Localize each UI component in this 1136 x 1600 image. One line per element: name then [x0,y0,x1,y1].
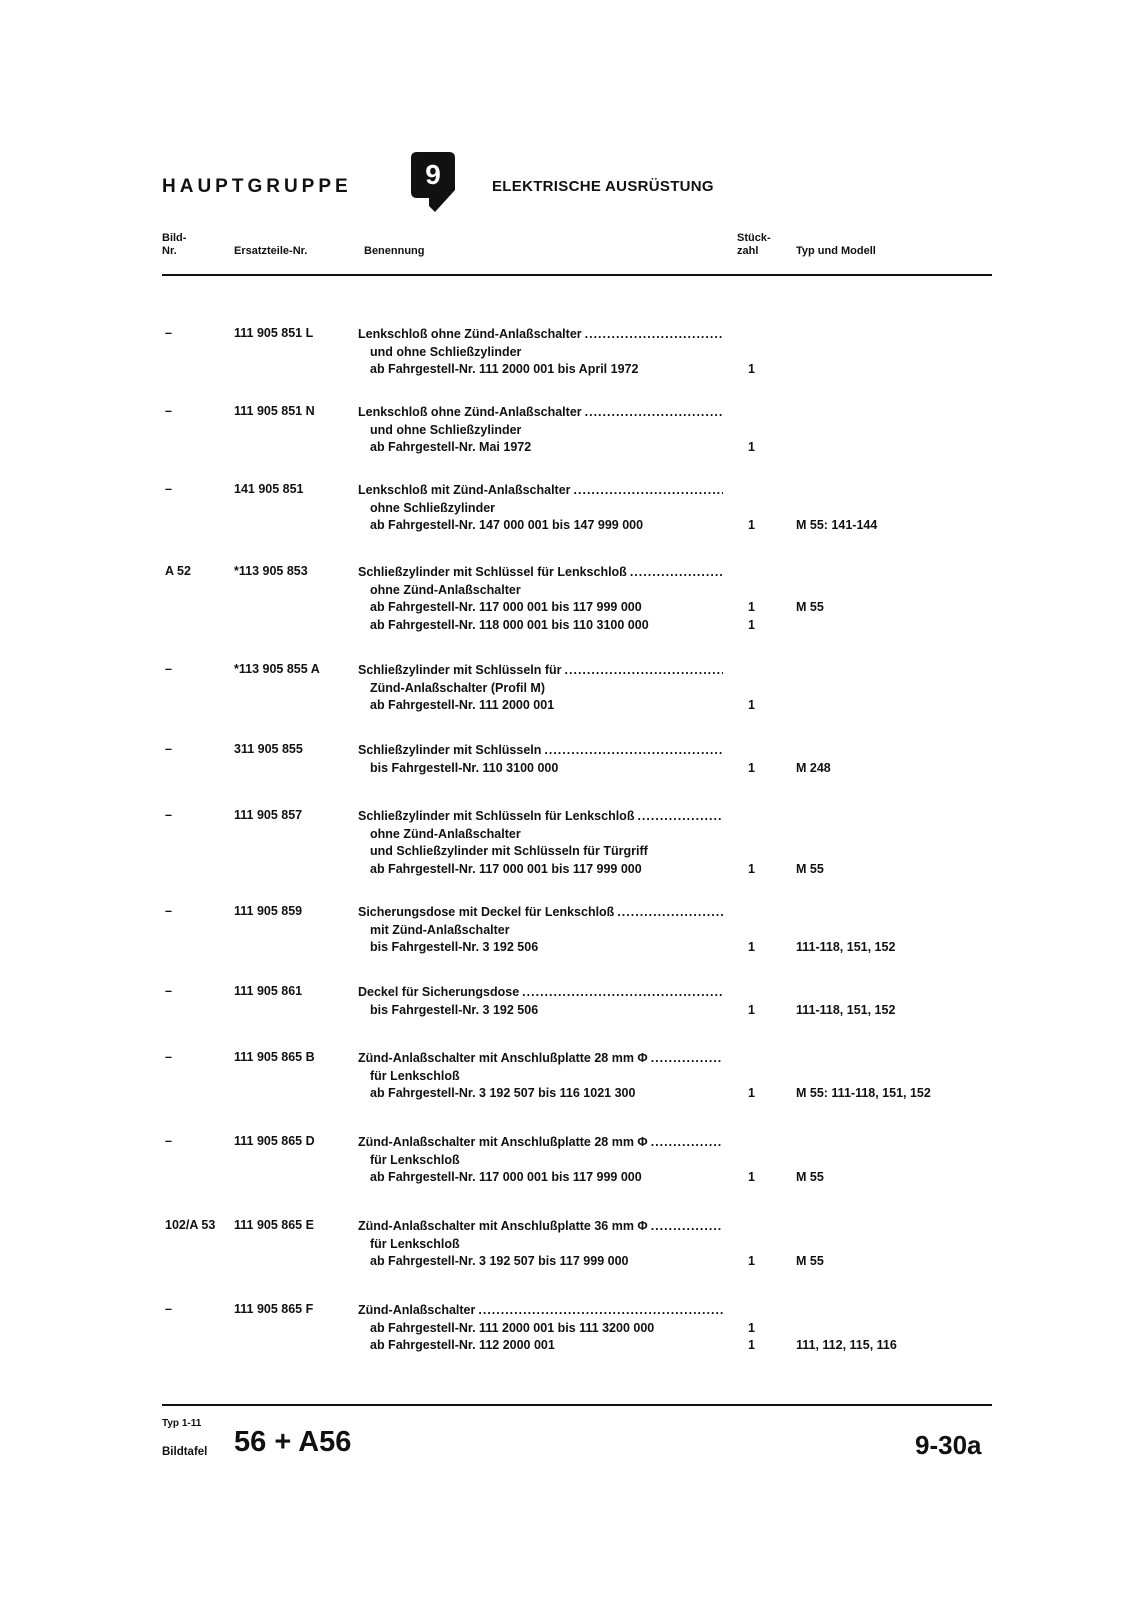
description-line [358,361,755,379]
description-text: ohne Schließzylinder [370,500,496,515]
description-line [358,1236,728,1254]
quantity-value: 1 [748,1320,755,1335]
footer-rule [162,1404,992,1406]
leader-dots [565,662,723,680]
description-text: und Schließzylinder mit Schlüsseln für Türgriff [370,844,648,858]
description-text: Lenkschloß mit Zünd-Anlaßschalter [358,483,571,497]
table-row [0,808,1136,904]
description-cell [358,326,755,379]
leader-dots [574,482,723,500]
bild-nr-cell: – [165,1050,172,1064]
leader-dots [651,1050,723,1068]
description-text: ab Fahrgestell-Nr. 117 000 001 bis 117 999 000 [370,600,642,614]
page-header [162,148,992,218]
description-cell [358,904,896,957]
bild-nr-cell: – [165,984,172,998]
leader-dots [630,564,723,582]
description-text: bis Fahrgestell-Nr. 110 3100 000 [370,760,559,775]
model-value: M 55: 111-118, 151, 152 [796,1086,931,1100]
bild-nr-cell: – [165,1302,172,1316]
description-line [358,1152,728,1170]
quantity-value: 1 [748,617,755,632]
header-rule [162,274,992,276]
description-text: ab Fahrgestell-Nr. 112 2000 001 [370,1338,555,1352]
quantity-value: 1 [748,1338,755,1352]
quantity-value: 1 [748,362,755,376]
model-value: M 55: 141-144 [796,518,878,532]
quantity-value: 1 [748,1254,755,1268]
description-line [358,760,831,778]
description-text: Schließzylinder mit Schlüsseln für [358,663,562,677]
description-cell [358,564,824,634]
description-line [358,1085,931,1103]
leader-dots [651,1134,723,1152]
bild-nr-cell: – [165,808,172,822]
description-text: Schließzylinder mit Schlüsseln für Lenkschloß [358,809,635,823]
description-line [358,1050,723,1068]
description-cell [358,404,755,457]
group-number-badge [409,148,457,214]
description-line [358,1320,755,1338]
description-cell [358,482,878,535]
description-line [358,742,723,760]
table-row [0,404,1136,482]
part-number-cell: *113 905 855 A [234,662,320,676]
description-text: und ohne Schließzylinder [370,344,522,359]
table-row [0,564,1136,662]
description-line [358,582,728,600]
part-number-cell: 111 905 851 L [234,326,314,340]
bild-nr-cell: A 52 [165,564,191,578]
description-line [358,697,755,715]
description-line [358,680,728,698]
badge-number: 9 [425,159,441,190]
description-line [358,439,755,457]
description-text: ab Fahrgestell-Nr. Mai 1972 [370,440,532,454]
description-cell [358,984,896,1019]
description-text: ab Fahrgestell-Nr. 118 000 001 bis 110 3100 000 [370,617,649,632]
quantity-value: 1 [748,698,755,712]
col-ersatzteile-nr: Ersatzteile-Nr. [234,245,308,257]
col-typ-modell: Typ und Modell [796,245,876,257]
part-number-cell: 111 905 865 D [234,1134,315,1148]
description-line [358,482,723,500]
leader-dots [478,1302,723,1320]
description-line [358,564,723,582]
description-text: Zünd-Anlaßschalter mit Anschlußplatte 28 mm Φ [358,1135,648,1149]
description-text: ab Fahrgestell-Nr. 111 2000 001 bis 111 3200 000 [370,1320,655,1335]
description-text: für Lenkschloß [370,1068,460,1083]
table-row [0,742,1136,808]
bild-nr-cell: – [165,662,172,676]
footer-typ: Typ 1-11 [162,1418,202,1429]
description-text: ohne Zünd-Anlaßschalter [370,582,521,597]
description-line [358,843,728,861]
leader-dots [544,742,723,760]
description-line [358,344,728,362]
col-stueckzahl: Stück- zahl [737,232,771,257]
description-text: Sicherungsdose mit Deckel für Lenkschloß [358,905,615,919]
bildtafel-label: Bildtafel [162,1446,208,1458]
description-text: ohne Zünd-Anlaßschalter [370,826,521,841]
description-line [358,517,878,535]
bild-nr-cell: – [165,326,172,340]
description-text: ab Fahrgestell-Nr. 111 2000 001 [370,698,555,712]
description-cell [358,1218,824,1271]
description-text: bis Fahrgestell-Nr. 3 192 506 [370,940,539,954]
bild-nr-cell: – [165,482,172,496]
table-row [0,1218,1136,1302]
part-number-cell: 111 905 865 B [234,1050,315,1064]
description-line [358,808,723,826]
model-value: M 55 [796,861,824,876]
col-bild-nr: Bild- Nr. [162,232,187,257]
description-text: für Lenkschloß [370,1152,460,1167]
description-cell [358,742,831,777]
bild-nr-cell: – [165,904,172,918]
model-value: M 55 [796,1170,824,1184]
model-value: M 55 [796,1254,824,1268]
description-line [358,826,728,844]
description-text: ab Fahrgestell-Nr. 3 192 507 bis 117 999 000 [370,1254,629,1268]
part-number-cell: 141 905 851 [234,482,304,496]
description-line [358,326,723,344]
description-cell [358,662,755,715]
description-text: Schließzylinder mit Schlüssel für Lenkschloß [358,565,627,579]
quantity-value: 1 [748,1002,755,1017]
leader-dots [617,904,723,922]
table-row [0,1050,1136,1134]
description-text: mit Zünd-Anlaßschalter [370,922,510,937]
bild-nr-cell: – [165,742,172,756]
description-line [358,861,824,879]
part-number-cell: 111 905 861 [234,984,303,998]
description-line [358,422,728,440]
leader-dots [651,1218,723,1236]
main-group-label: HAUPTGRUPPE [162,176,352,197]
description-text: ab Fahrgestell-Nr. 117 000 001 bis 117 999 000 [370,1170,642,1184]
description-text: Lenkschloß ohne Zünd-Anlaßschalter [358,327,582,341]
description-line [358,599,824,617]
description-cell [358,1134,824,1187]
part-number-cell: *113 905 853 [234,564,308,578]
description-text: Zünd-Anlaßschalter [358,1303,476,1317]
section-title: ELEKTRISCHE AUSRÜSTUNG [492,178,714,195]
quantity-value: 1 [748,600,755,614]
table-row [0,482,1136,564]
model-value: 111-118, 151, 152 [796,1002,896,1017]
description-line [358,404,723,422]
description-text: ab Fahrgestell-Nr. 111 2000 001 bis April 1972 [370,362,639,376]
table-row [0,984,1136,1050]
table-row [0,904,1136,984]
description-line [358,1302,723,1320]
part-number-cell: 311 905 855 [234,742,303,756]
bild-nr-cell: 102/A 53 [165,1218,216,1232]
description-line [358,1068,728,1086]
table-row [0,662,1136,742]
description-text: Deckel für Sicherungsdose [358,985,520,999]
quantity-value: 1 [748,518,755,532]
description-cell [358,1050,931,1103]
description-line [358,662,723,680]
part-number-cell: 111 905 865 E [234,1218,314,1232]
bild-nr-cell: – [165,404,172,418]
description-line [358,1134,723,1152]
quantity-value: 1 [748,760,755,775]
description-text: ab Fahrgestell-Nr. 3 192 507 bis 116 1021 300 [370,1086,636,1100]
quantity-value: 1 [748,940,755,954]
model-value: 111-118, 151, 152 [796,940,896,954]
description-text: bis Fahrgestell-Nr. 3 192 506 [370,1002,539,1017]
description-line [358,500,728,518]
part-number-cell: 111 905 857 [234,808,303,822]
description-line [358,1169,824,1187]
quantity-value: 1 [748,1086,755,1100]
description-cell [358,808,824,878]
col-benennung: Benennung [364,245,425,257]
table-row [0,1302,1136,1372]
column-headers [162,232,992,272]
part-number-cell: 111 905 865 F [234,1302,314,1316]
leader-dots [637,808,723,826]
leader-dots [522,984,723,1002]
description-line [358,922,728,940]
description-text: Zünd-Anlaßschalter mit Anschlußplatte 28 mm Φ [358,1051,648,1065]
parts-table [0,326,1136,1372]
description-line [358,617,755,635]
description-line [358,904,723,922]
description-line [358,984,723,1002]
description-line [358,1002,896,1020]
table-row [0,1134,1136,1218]
part-number-cell: 111 905 851 N [234,404,315,418]
description-line [358,1218,723,1236]
description-text: ab Fahrgestell-Nr. 117 000 001 bis 117 999 000 [370,861,642,876]
description-line [358,939,896,957]
leader-dots [585,404,723,422]
description-text: ab Fahrgestell-Nr. 147 000 001 bis 147 999 000 [370,518,644,532]
description-text: Zünd-Anlaßschalter (Profil M) [370,680,545,695]
description-text: Schließzylinder mit Schlüsseln [358,743,542,757]
description-text: und ohne Schließzylinder [370,422,522,437]
description-text: für Lenkschloß [370,1236,460,1251]
leader-dots [585,326,723,344]
description-line [358,1253,824,1271]
quantity-value: 1 [748,440,755,454]
description-text: Zünd-Anlaßschalter mit Anschlußplatte 36 mm Φ [358,1219,648,1233]
description-cell [358,1302,897,1355]
part-number-cell: 111 905 859 [234,904,303,918]
quantity-value: 1 [748,1170,755,1184]
model-value: 111, 112, 115, 116 [796,1338,897,1352]
bild-nr-cell: – [165,1134,172,1148]
quantity-value: 1 [748,861,755,876]
table-row [0,326,1136,404]
bildtafel-number: 56 + A56 [234,1426,352,1458]
description-text: Lenkschloß ohne Zünd-Anlaßschalter [358,405,582,419]
model-value: M 55 [796,600,824,614]
description-line [358,1337,897,1355]
model-value: M 248 [796,760,831,775]
page-number: 9-30a [915,1430,982,1460]
